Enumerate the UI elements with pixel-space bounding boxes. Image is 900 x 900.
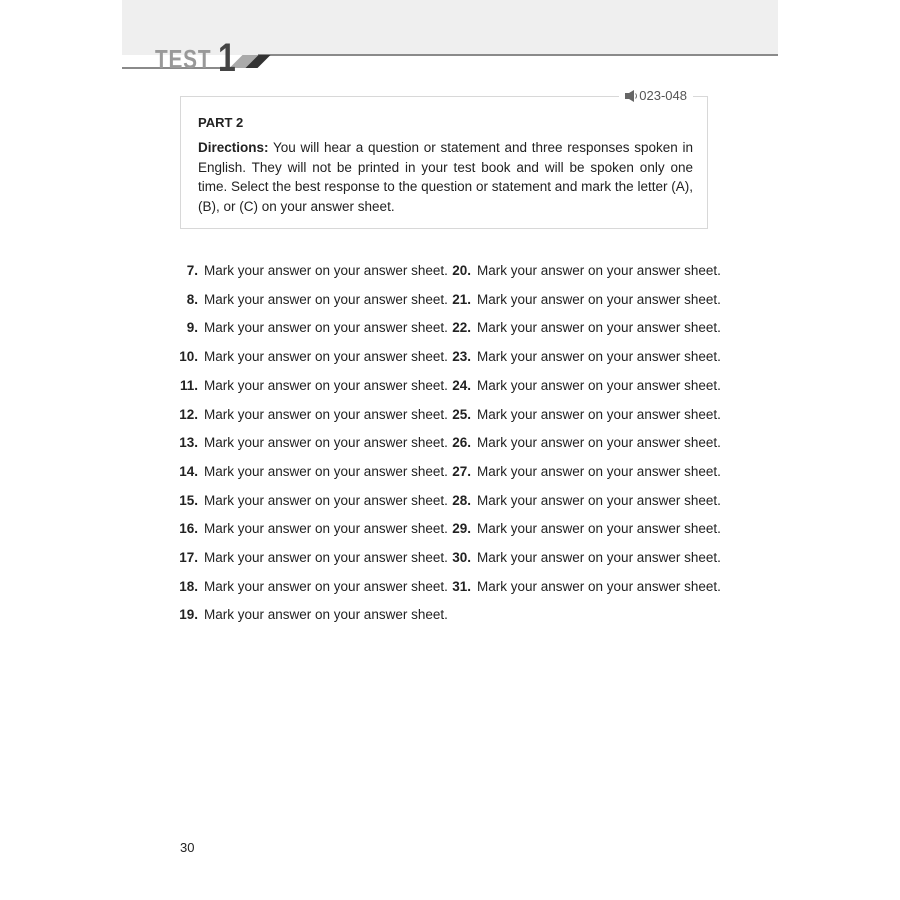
question-number: 23. [452, 349, 471, 365]
question-item [168, 292, 448, 307]
question-number: 11. [179, 377, 198, 393]
question-text: Mark your answer on your answer sheet. [204, 263, 448, 278]
speaker-icon [625, 90, 637, 102]
question-text: Mark your answer on your answer sheet. [477, 320, 721, 336]
question-text: Mark your answer on your answer sheet. [204, 320, 448, 336]
audio-track [619, 88, 693, 103]
question-text: Mark your answer on your answer sheet. [477, 349, 721, 365]
question-item [441, 550, 721, 565]
question-item [168, 607, 448, 622]
question-number: 19. [179, 607, 198, 623]
question-number: 26. [452, 435, 471, 451]
question-item [441, 407, 721, 422]
test-number: 1 [217, 36, 237, 80]
directions [198, 138, 693, 217]
question-text: Mark your answer on your answer sheet. [204, 291, 448, 307]
question-number: 15. [179, 492, 198, 508]
question-item [168, 378, 448, 393]
question-number: 31. [452, 578, 471, 594]
question-number: 14. [179, 463, 198, 479]
question-text: Mark your answer on your answer sheet. [477, 521, 721, 537]
question-number: 16. [179, 521, 198, 537]
question-text: Mark your answer on your answer sheet. [477, 291, 721, 307]
question-item [441, 579, 721, 594]
page-number: 30 [180, 840, 195, 855]
question-item [441, 320, 721, 335]
question-item [441, 435, 721, 450]
test-title [155, 33, 237, 78]
question-text: Mark your answer on your answer sheet. [477, 492, 721, 508]
question-text: Mark your answer on your answer sheet. [477, 263, 721, 278]
question-item [168, 579, 448, 594]
question-number: 29. [452, 521, 471, 537]
question-text: Mark your answer on your answer sheet. [204, 349, 448, 365]
question-item [168, 493, 448, 508]
question-item [168, 263, 448, 278]
audio-track-number: 023-048 [639, 88, 687, 103]
question-number: 22. [452, 320, 471, 336]
question-item [168, 349, 448, 364]
question-item [168, 407, 448, 422]
question-number: 12. [179, 406, 198, 422]
header-rule [258, 54, 778, 56]
question-item [168, 550, 448, 565]
question-item [441, 292, 721, 307]
question-number: 10. [179, 349, 198, 365]
question-text: Mark your answer on your answer sheet. [204, 406, 448, 422]
question-number: 8. [186, 291, 198, 307]
question-number: 18. [179, 578, 198, 594]
question-number: 7. [186, 263, 198, 278]
question-text: Mark your answer on your answer sheet. [477, 463, 721, 479]
question-item [168, 464, 448, 479]
question-text: Mark your answer on your answer sheet. [204, 463, 448, 479]
question-text: Mark your answer on your answer sheet. [477, 406, 721, 422]
question-text: Mark your answer on your answer sheet. [204, 550, 448, 565]
question-item [441, 464, 721, 479]
question-number: 13. [179, 435, 198, 451]
test-word: TEST [155, 44, 212, 74]
question-item [168, 435, 448, 450]
part-title: PART 2 [198, 115, 244, 130]
question-text: Mark your answer on your answer sheet. [477, 578, 721, 594]
question-item [441, 521, 721, 536]
question-text: Mark your answer on your answer sheet. [204, 521, 448, 537]
directions-box [180, 88, 708, 229]
question-text: Mark your answer on your answer sheet. [204, 377, 448, 393]
question-item [441, 263, 721, 278]
question-item [168, 521, 448, 536]
question-number: 30. [452, 550, 471, 565]
question-number: 27. [452, 463, 471, 479]
question-number: 25. [452, 406, 471, 422]
question-text: Mark your answer on your answer sheet. [477, 377, 721, 393]
directions-text: You will hear a question or statement and three responses spoken in English. They will not be printed in your test book and will be spoken only one time. Select the best response to the question or statement and mark the letter (A), (B), or (C) on your answer sheet. [198, 140, 693, 215]
question-item [168, 320, 448, 335]
question-text: Mark your answer on your answer sheet. [204, 607, 448, 623]
question-text: Mark your answer on your answer sheet. [204, 435, 448, 451]
question-text: Mark your answer on your answer sheet. [477, 435, 721, 451]
question-number: 21. [452, 291, 471, 307]
question-item [441, 378, 721, 393]
question-text: Mark your answer on your answer sheet. [477, 550, 721, 565]
question-number: 20. [452, 263, 471, 278]
question-item [441, 349, 721, 364]
question-number: 28. [452, 492, 471, 508]
question-item [441, 493, 721, 508]
question-text: Mark your answer on your answer sheet. [204, 492, 448, 508]
question-text: Mark your answer on your answer sheet. [204, 578, 448, 594]
question-number: 24. [452, 377, 471, 393]
question-number: 9. [186, 320, 198, 336]
directions-label: Directions: [198, 140, 269, 155]
question-number: 17. [179, 550, 198, 565]
